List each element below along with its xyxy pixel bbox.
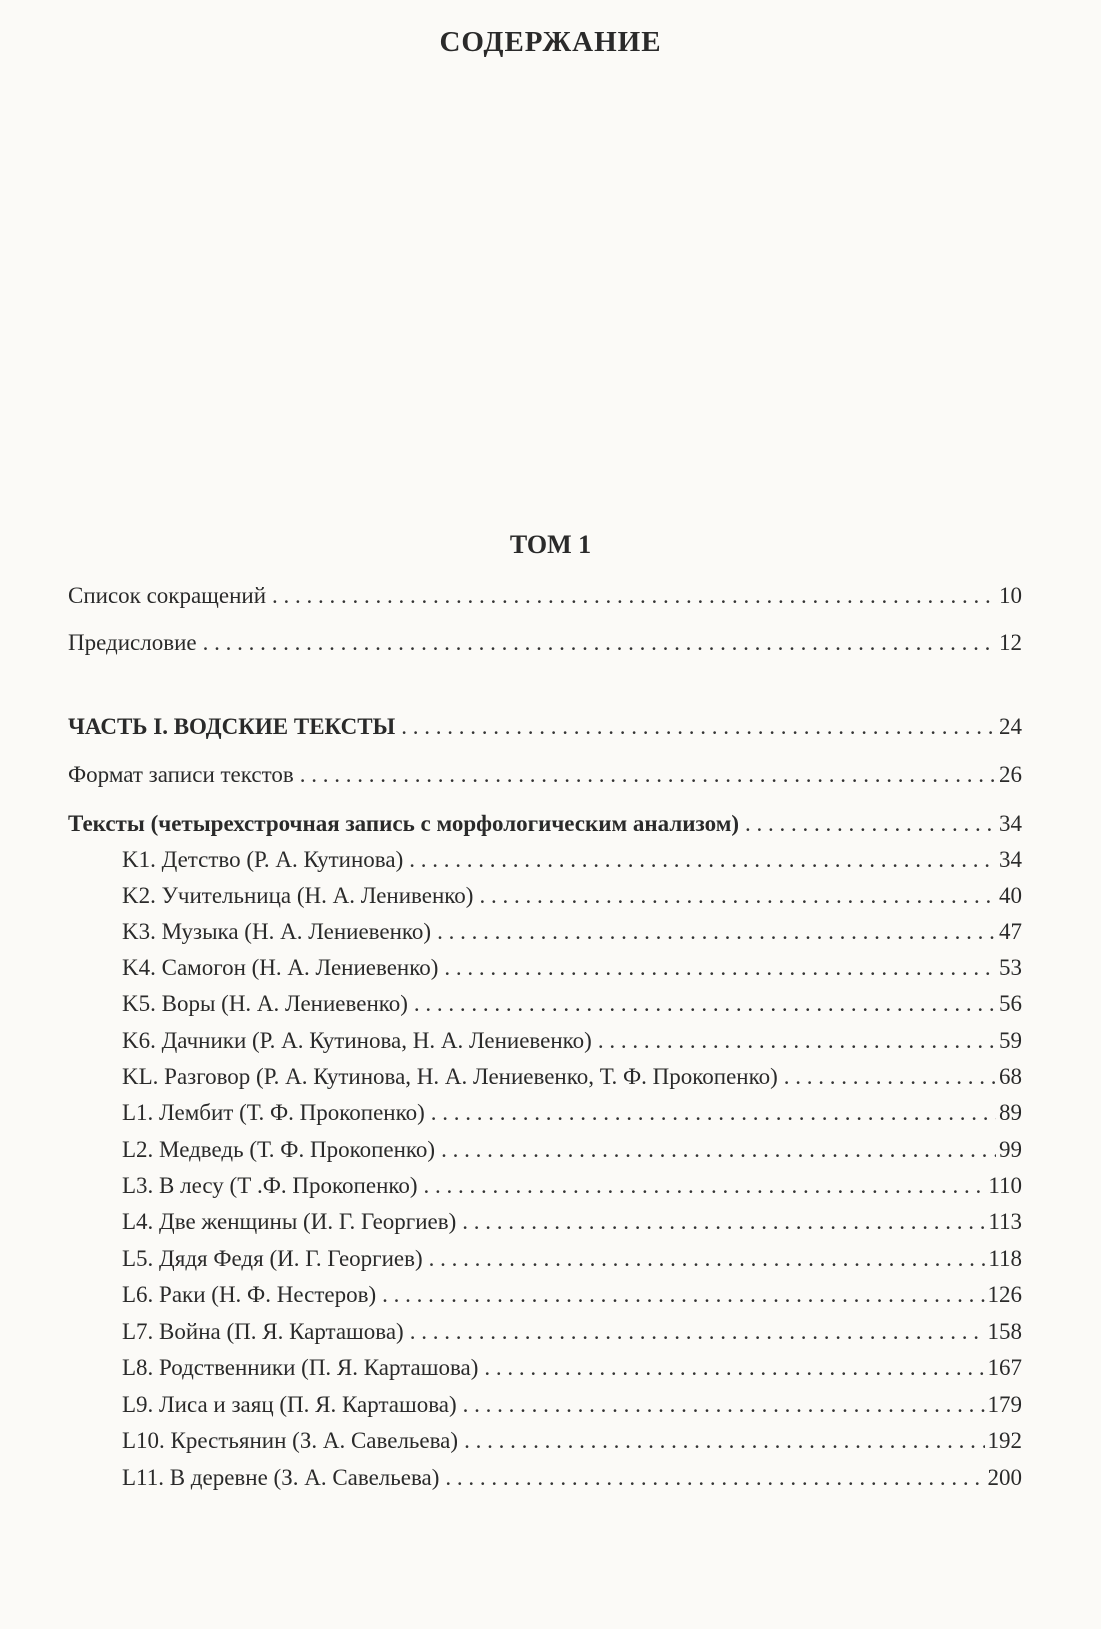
- toc-subentry[interactable]: [122, 846, 1022, 874]
- toc-entry-page: 113: [988, 1209, 1022, 1234]
- dot-leader: [424, 1172, 986, 1200]
- dot-leader: [203, 629, 996, 657]
- dot-leader: [479, 882, 996, 910]
- toc-subentry[interactable]: [122, 954, 1022, 982]
- toc-entry-page: 12: [999, 630, 1022, 655]
- toc-entry-page: 167: [987, 1355, 1022, 1380]
- toc-entry-label: KL. Разговор (Р. А. Кутинова, Н. А. Лениевенко, Т. Ф. Прокопенко): [122, 1064, 778, 1089]
- toc-entry[interactable]: [68, 582, 1022, 610]
- toc-entry[interactable]: [68, 629, 1022, 657]
- toc-entry-section[interactable]: [68, 810, 1022, 838]
- toc-entry-label: K5. Воры (Н. А. Лениевенко): [122, 991, 408, 1016]
- toc-subentry[interactable]: [122, 1281, 1022, 1309]
- toc-entry-label: L5. Дядя Федя (И. Г. Георгиев): [122, 1246, 423, 1271]
- toc-entry-label: L3. В лесу (Т .Ф. Прокопенко): [122, 1173, 418, 1198]
- toc-entry-page: 68: [999, 1064, 1022, 1089]
- toc-entry-label: L8. Родственники (П. Я. Карташова): [122, 1355, 479, 1380]
- toc-entry-label: Тексты (четырехстрочная запись с морфологическим анализом): [68, 811, 740, 836]
- dot-leader: [437, 918, 996, 946]
- page-title: СОДЕРЖАНИЕ: [439, 26, 662, 58]
- dot-leader: [401, 713, 996, 741]
- dot-leader: [300, 761, 996, 789]
- toc-entry-page: 53: [999, 955, 1022, 980]
- toc-entry-label: Формат записи текстов: [68, 762, 294, 787]
- dot-leader: [441, 1136, 996, 1164]
- toc-entry-label: L10. Крестьянин (З. А. Савельева): [122, 1428, 459, 1453]
- toc-entry-label: L9. Лиса и заяц (П. Я. Карташова): [122, 1392, 457, 1417]
- toc-entry-label: L2. Медведь (Т. Ф. Прокопенко): [122, 1137, 436, 1162]
- toc-subentry[interactable]: [122, 1063, 1022, 1091]
- toc-entry-page: 179: [987, 1392, 1022, 1417]
- toc-entry-page: 10: [999, 583, 1022, 608]
- dot-leader: [429, 1245, 986, 1273]
- volume-title: ТОМ 1: [509, 530, 592, 559]
- dot-leader: [784, 1063, 996, 1091]
- toc-subentry[interactable]: [122, 1172, 1022, 1200]
- toc-entry-page: 24: [999, 714, 1022, 739]
- dot-leader: [462, 1208, 985, 1236]
- toc-subentry[interactable]: [122, 1027, 1022, 1055]
- toc-entry-label: ЧАСТЬ I. ВОДСКИЕ ТЕКСТЫ: [68, 714, 396, 739]
- toc-subentry[interactable]: [122, 990, 1022, 1018]
- toc-entry-label: K1. Детство (Р. А. Кутинова): [122, 847, 404, 872]
- dot-leader: [382, 1281, 984, 1309]
- toc-entry-page: 59: [999, 1028, 1022, 1053]
- toc-entry-label: L7. Война (П. Я. Карташова): [122, 1319, 404, 1344]
- toc-entry-page: 26: [999, 762, 1022, 787]
- toc-subentry[interactable]: [122, 1464, 1022, 1492]
- toc-entry-page: 158: [987, 1319, 1022, 1344]
- toc-entry-label: L6. Раки (Н. Ф. Нестеров): [122, 1282, 377, 1307]
- toc-entry-page: 89: [999, 1100, 1022, 1125]
- toc-subentry[interactable]: [122, 882, 1022, 910]
- dot-leader: [414, 990, 996, 1018]
- toc-entry-label: K6. Дачники (Р. А. Кутинова, Н. А. Лениевенко): [122, 1028, 592, 1053]
- toc-entry-page: 40: [999, 883, 1022, 908]
- dot-leader: [484, 1354, 984, 1382]
- toc-entry-label: L4. Две женщины (И. Г. Георгиев): [122, 1209, 457, 1234]
- toc-subentry[interactable]: [122, 1245, 1022, 1273]
- dot-leader: [745, 810, 996, 838]
- dot-leader: [464, 1427, 984, 1455]
- toc-entry-label: K2. Учительница (Н. А. Ленивенко): [122, 883, 474, 908]
- toc-subentry[interactable]: [122, 1391, 1022, 1419]
- dot-leader: [410, 1318, 985, 1346]
- toc-subentry[interactable]: [122, 1208, 1022, 1236]
- toc-entry-page: 126: [987, 1282, 1022, 1307]
- toc-subentry[interactable]: [122, 1318, 1022, 1346]
- toc-entry-page: 99: [999, 1137, 1022, 1162]
- toc-entry-page: 110: [988, 1173, 1022, 1198]
- toc-entry-label: K4. Самогон (Н. А. Лениевенко): [122, 955, 439, 980]
- toc-entry-page: 56: [999, 991, 1022, 1016]
- toc-entry-page: 34: [999, 811, 1022, 836]
- toc-subentry[interactable]: [122, 1099, 1022, 1127]
- dot-leader: [598, 1027, 996, 1055]
- dot-leader: [431, 1099, 996, 1127]
- toc-entry-label: L11. В деревне (З. А. Савельева): [122, 1465, 440, 1490]
- toc-entry-part[interactable]: [68, 713, 1022, 741]
- toc-subentry[interactable]: [122, 1136, 1022, 1164]
- toc-entry-page: 118: [988, 1246, 1022, 1271]
- toc-entry-label: Предисловие: [68, 630, 197, 655]
- toc-subentry[interactable]: [122, 1354, 1022, 1382]
- dot-leader: [444, 954, 996, 982]
- dot-leader: [409, 846, 996, 874]
- toc-entry-label: L1. Лембит (Т. Ф. Прокопенко): [122, 1100, 425, 1125]
- dot-leader: [445, 1464, 984, 1492]
- dot-leader: [463, 1391, 985, 1419]
- toc-entry-label: K3. Музыка (Н. А. Лениевенко): [122, 919, 432, 944]
- toc-subentry[interactable]: [122, 918, 1022, 946]
- dot-leader: [272, 582, 996, 610]
- toc-entry-page: 192: [987, 1428, 1022, 1453]
- toc-entry-page: 34: [999, 847, 1022, 872]
- toc-subentry[interactable]: [122, 1427, 1022, 1455]
- toc-entry[interactable]: [68, 761, 1022, 789]
- toc-entry-label: Список сокращений: [68, 583, 267, 608]
- toc-entry-page: 200: [987, 1465, 1022, 1490]
- toc-entry-page: 47: [999, 919, 1022, 944]
